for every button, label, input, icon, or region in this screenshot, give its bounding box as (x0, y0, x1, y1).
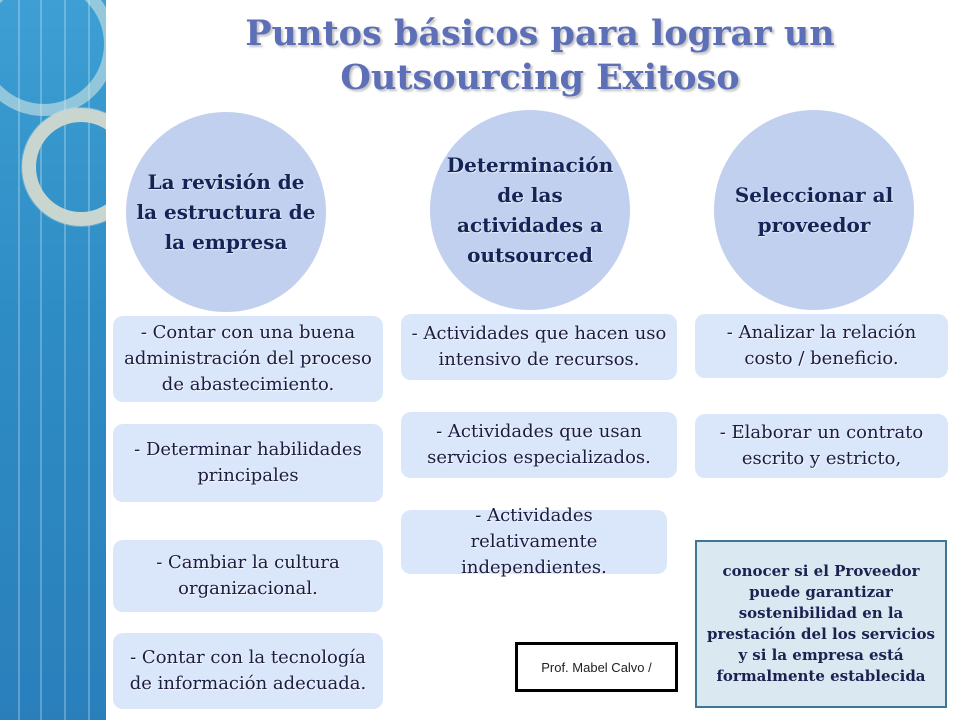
circle-estructura (126, 112, 326, 312)
circle-actividades (430, 110, 630, 310)
author-credit: Prof. Mabel Calvo / (515, 642, 678, 692)
item-box (695, 414, 948, 478)
item-text: - Determinar habilidades principales (134, 439, 362, 486)
item-box (695, 314, 948, 378)
item-box (113, 540, 383, 612)
item-text: - Actividades que usan servicios especializados. (427, 421, 651, 468)
item-text: - Contar con una buena administración del proceso de abastecimiento. (124, 322, 372, 395)
item-text: - Contar con la tecnología de información adecuada. (129, 647, 367, 694)
item-text: - Elaborar un contrato escrito y estricto, (719, 422, 924, 469)
item-text: - Cambiar la cultura organizacional. (156, 552, 340, 599)
item-box (113, 424, 383, 502)
item-box (113, 633, 383, 709)
item-text: - Actividades relativamente independientes. (461, 505, 607, 578)
circle-proveedor (714, 110, 914, 310)
circle-label: Determinación de las actividades a outsourced (446, 153, 614, 267)
slide-title: Puntos básicos para lograr un Outsourcing Exitoso (245, 13, 835, 98)
decorative-ring (0, 0, 106, 116)
decorative-ring (22, 108, 106, 226)
decorative-stripe (0, 0, 106, 720)
note-box (695, 540, 947, 708)
item-text: - Actividades que hacen uso intensivo de recursos. (411, 323, 667, 370)
item-box (401, 412, 677, 478)
note-text: conocer si el Proveedor puede garantizar sostenibilidad en la prestación del los servicios y si la empresa está formalmente establecida (707, 562, 935, 685)
circle-label: Seleccionar al proveedor (734, 183, 894, 237)
circle-label: La revisión de la estructura de la empresa (136, 170, 316, 254)
item-box (401, 314, 677, 380)
item-box (113, 316, 383, 402)
item-box (401, 505, 667, 578)
item-text: - Analizar la relación costo / beneficio. (726, 322, 917, 369)
